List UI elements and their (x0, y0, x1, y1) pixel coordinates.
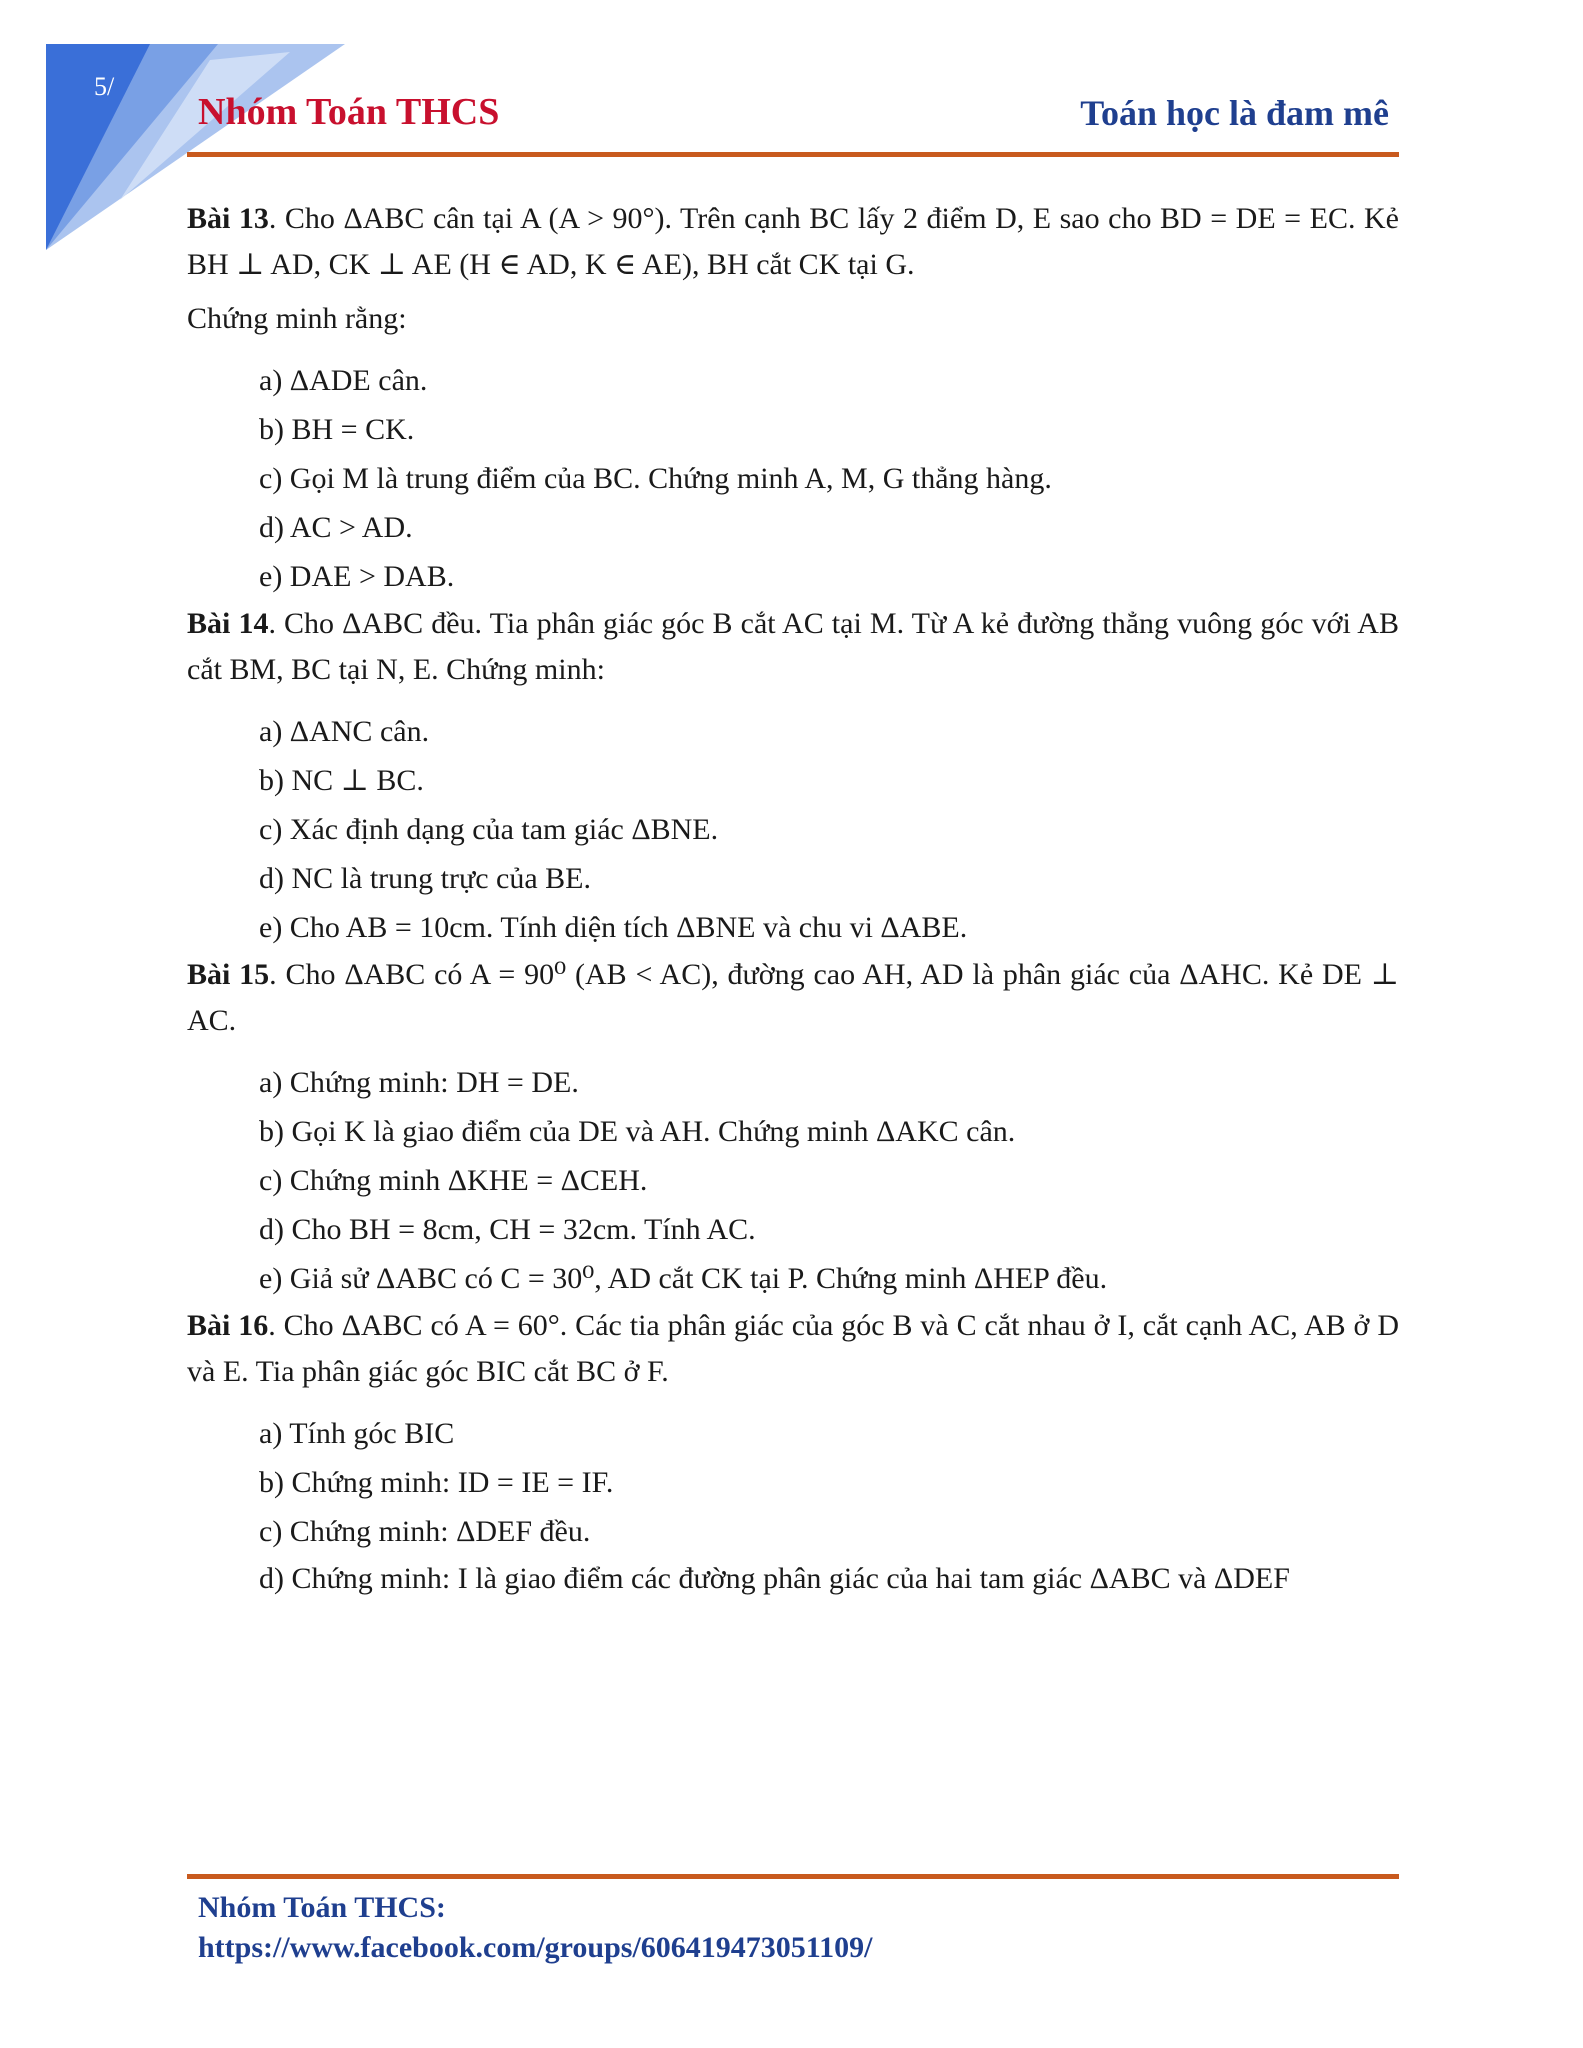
problem-title: Bài 13 (187, 202, 269, 235)
problem-15-items (259, 1058, 1399, 1303)
list-item: a) Chứng minh: DH = DE. (259, 1066, 579, 1099)
problem-13-items (259, 356, 1399, 601)
list-item: b) Gọi K là giao điểm của DE và AH. Chứng minh ΔAKC cân. (259, 1115, 1016, 1148)
page-number: 5/ (94, 72, 115, 101)
list-item: e) Giả sử ΔABC có C = 30⁰, AD cắt CK tại P. Chứng minh ΔHEP đều. (259, 1262, 1108, 1295)
problem-title: Bài 16 (187, 1309, 269, 1342)
list-item: c) Xác định dạng của tam giác ΔBNE. (259, 813, 719, 846)
list-item: d) Cho BH = 8cm, CH = 32cm. Tính AC. (259, 1213, 756, 1246)
footer-group-name: Nhóm Toán THCS: (198, 1891, 446, 1924)
footer-rule (187, 1874, 1399, 1879)
list-item: c) Chứng minh: ΔDEF đều. (259, 1515, 591, 1548)
list-item: d) NC là trung trực của BE. (259, 862, 592, 895)
footer-group-link[interactable]: https://www.facebook.com/groups/606419473051109/ (198, 1931, 873, 1964)
problem-14-items (259, 707, 1399, 952)
list-item: d) AC > AD. (259, 511, 413, 544)
header-slogan: Toán học là đam mê (1080, 93, 1389, 133)
list-item: e) DAE > DAB. (259, 560, 455, 593)
problem-16-items (259, 1409, 1399, 1602)
list-item: b) Chứng minh: ID = IE = IF. (259, 1466, 614, 1499)
problem-title: Bài 14 (187, 607, 269, 640)
list-item: d) Chứng minh: I là giao điểm các đường phân giác của hai tam giác ΔABC và ΔDEF (259, 1562, 1290, 1595)
document-body (187, 196, 1399, 1602)
list-item: b) BH = CK. (259, 413, 415, 446)
problem-15 (187, 952, 1399, 1303)
problem-13-statement: Bài 13. Cho ΔABC cân tại A (A > 90°). Trên cạnh BC lấy 2 điểm D, E sao cho BD = DE = EC. Kẻ BH ⊥ AD, CK ⊥ AE (H ∈ AD, K ∈ AE), BH cắt CK tại G. (187, 202, 1399, 281)
list-item: c) Gọi M là trung điểm của BC. Chứng minh A, M, G thẳng hàng. (259, 462, 1052, 495)
problem-16-statement: Bài 16. Cho ΔABC có A = 60°. Các tia phân giác của góc B và C cắt nhau ở I, cắt cạnh AC, AB ở D và E. Tia phân giác góc BIC cắt BC ở F. (187, 1309, 1399, 1388)
header-brand: Nhóm Toán THCS (198, 91, 500, 133)
problem-14 (187, 601, 1399, 952)
list-item: e) Cho AB = 10cm. Tính diện tích ΔBNE và chu vi ΔABE. (259, 911, 968, 944)
problem-13 (187, 196, 1399, 601)
footer (198, 1888, 873, 1968)
problem-13-prompt: Chứng minh rằng: (187, 302, 407, 335)
list-item: b) NC ⊥ BC. (259, 764, 424, 797)
list-item: a) ΔANC cân. (259, 715, 430, 748)
header-rule (187, 152, 1399, 157)
list-item: a) Tính góc BIC (259, 1417, 455, 1450)
problem-16 (187, 1303, 1399, 1602)
problem-15-statement: Bài 15. Cho ΔABC có A = 90⁰ (AB < AC), đường cao AH, AD là phân giác của ΔAHC. Kẻ DE ⊥ AC. (187, 958, 1399, 1037)
problem-title: Bài 15 (187, 958, 270, 991)
list-item: c) Chứng minh ΔKHE = ΔCEH. (259, 1164, 648, 1197)
problem-14-statement: Bài 14. Cho ΔABC đều. Tia phân giác góc B cắt AC tại M. Từ A kẻ đường thẳng vuông góc với AB cắt BM, BC tại N, E. Chứng minh: (187, 607, 1399, 686)
list-item: a) ΔADE cân. (259, 364, 428, 397)
